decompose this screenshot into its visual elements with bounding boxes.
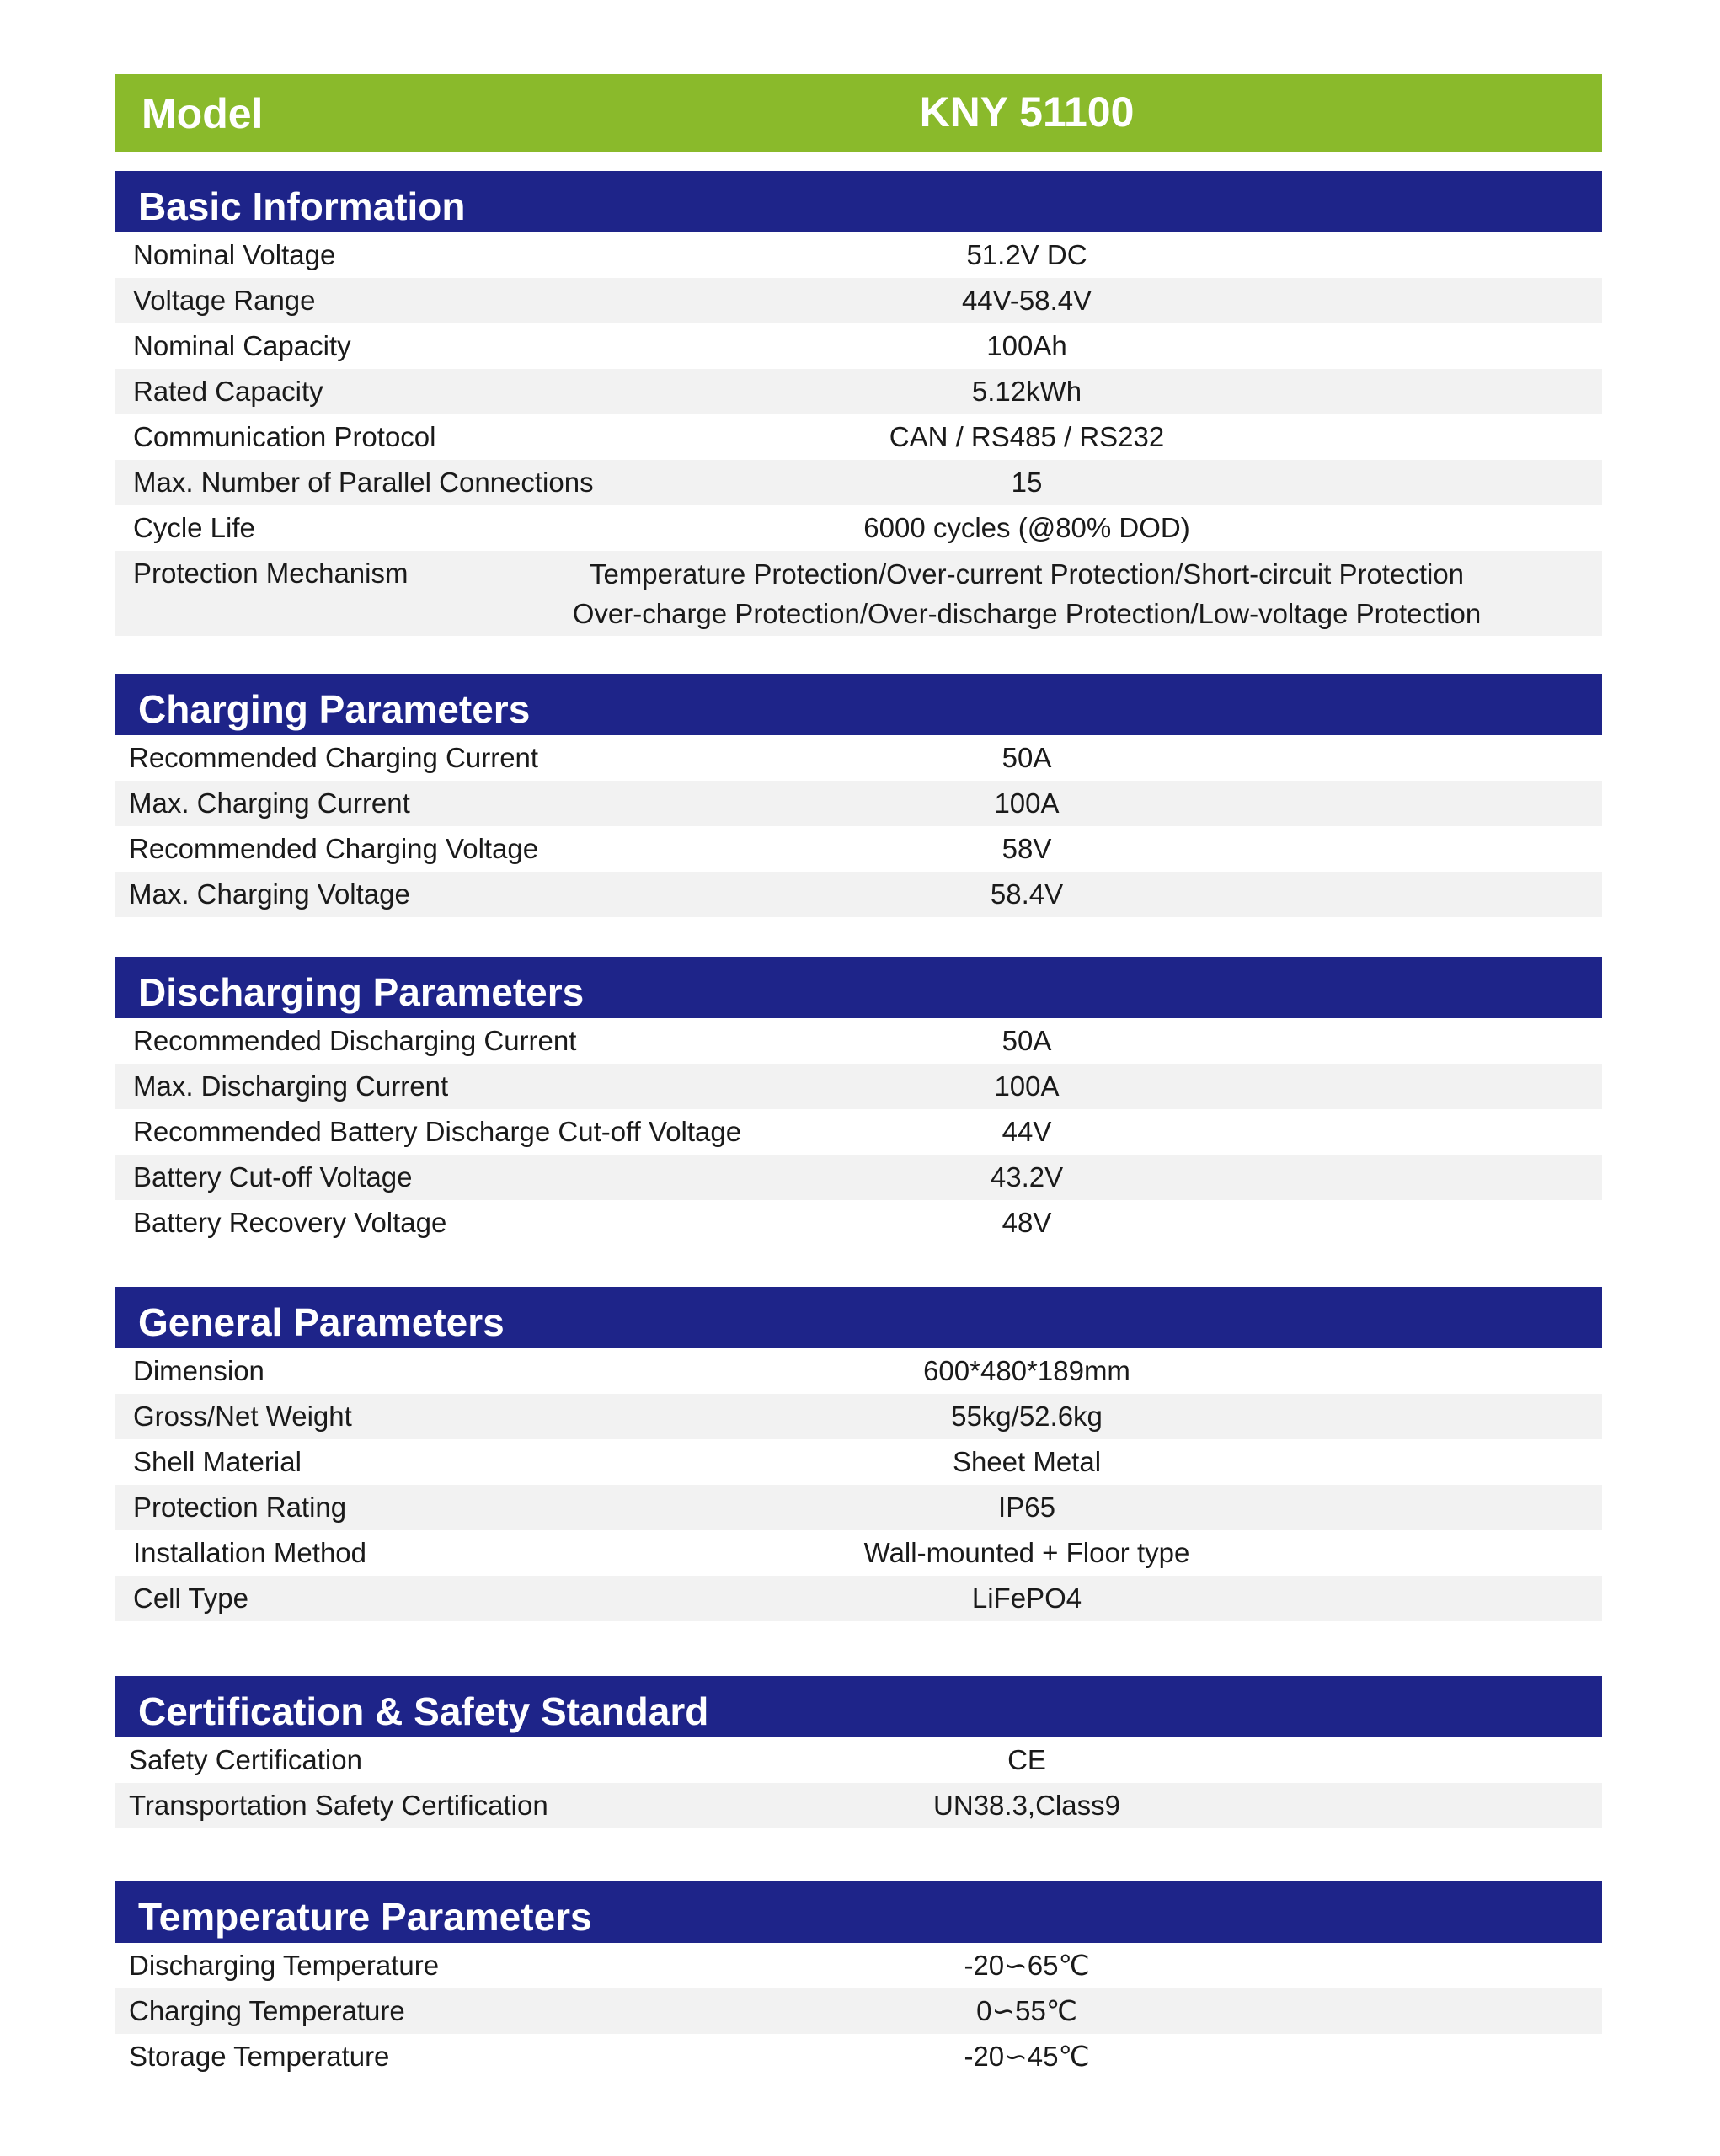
spec-value: 15	[1011, 467, 1043, 498]
spec-value	[521, 554, 1532, 633]
spec-key: Voltage Range	[133, 285, 316, 316]
spec-value: Sheet Metal	[952, 1446, 1102, 1477]
spec-row	[115, 323, 1602, 369]
spec-key: Cell Type	[133, 1582, 248, 1614]
spec-value: 100A	[994, 1070, 1060, 1102]
spec-key: Recommended Charging Voltage	[129, 833, 539, 864]
spec-key: Safety Certification	[129, 1744, 362, 1775]
model-label: Model	[142, 90, 264, 137]
spec-key: Gross/Net Weight	[133, 1401, 352, 1432]
spec-value: 55kg/52.6kg	[951, 1401, 1103, 1432]
spec-key: Dimension	[133, 1355, 264, 1386]
spec-key: Discharging Temperature	[129, 1950, 440, 1981]
spec-row	[115, 551, 1602, 636]
spec-key: Charging Temperature	[129, 1995, 405, 2026]
spec-row	[115, 278, 1602, 323]
spec-value-line-2: Over-charge Protection/Over-discharge Protection/Low-voltage Protection	[572, 598, 1482, 629]
basic-information-section	[115, 171, 1602, 636]
spec-value: 51.2V DC	[966, 239, 1087, 270]
spec-value: CE	[1007, 1744, 1046, 1775]
spec-value: 44V	[1002, 1116, 1052, 1147]
spec-row	[115, 872, 1602, 917]
spec-key: Installation Method	[133, 1537, 367, 1568]
spec-value: 5.12kWh	[971, 376, 1082, 407]
spec-key: Nominal Capacity	[133, 330, 351, 361]
spec-value: 100Ah	[986, 330, 1067, 361]
spec-row	[115, 826, 1602, 872]
spec-value: 6000 cycles (@80% DOD)	[863, 512, 1190, 543]
spec-value: 44V-58.4V	[961, 285, 1092, 316]
spec-row	[115, 505, 1602, 551]
spec-row	[115, 369, 1602, 414]
spec-row	[115, 1988, 1602, 2034]
section-title: Discharging Parameters	[115, 957, 1602, 1018]
spec-key: Max. Discharging Current	[133, 1070, 449, 1102]
spec-key: Cycle Life	[133, 512, 255, 543]
spec-row	[115, 1155, 1602, 1200]
discharging-parameters-section	[115, 957, 1602, 1246]
spec-value: 0∽55℃	[976, 1995, 1077, 2026]
certification-section	[115, 1676, 1602, 1828]
spec-row	[115, 1109, 1602, 1155]
spec-row	[115, 460, 1602, 505]
spec-value: 58.4V	[990, 878, 1064, 910]
spec-row	[115, 735, 1602, 781]
section-title: Certification & Safety Standard	[115, 1676, 1602, 1737]
spec-value: 600*480*189mm	[923, 1355, 1130, 1386]
spec-value: 50A	[1002, 1025, 1052, 1056]
spec-row	[115, 781, 1602, 826]
section-title: Basic Information	[115, 171, 1602, 232]
model-value: KNY 51100	[919, 88, 1135, 136]
model-header-bar	[115, 74, 1602, 152]
spec-row	[115, 1576, 1602, 1621]
spec-key: Max. Number of Parallel Connections	[133, 467, 594, 498]
spec-key: Recommended Charging Current	[129, 742, 539, 773]
spec-key: Recommended Discharging Current	[133, 1025, 577, 1056]
spec-row	[115, 1439, 1602, 1485]
spec-key: Transportation Safety Certification	[129, 1790, 548, 1821]
spec-value: LiFePO4	[971, 1582, 1082, 1614]
spec-row	[115, 2034, 1602, 2079]
spec-row	[115, 1394, 1602, 1439]
spec-key: Protection Rating	[133, 1492, 347, 1523]
spec-value: 100A	[994, 787, 1060, 819]
spec-row	[115, 232, 1602, 278]
general-parameters-section	[115, 1287, 1602, 1621]
spec-value: -20∽45℃	[964, 2041, 1090, 2072]
spec-row	[115, 1783, 1602, 1828]
spec-row	[115, 414, 1602, 460]
spec-key: Nominal Voltage	[133, 239, 336, 270]
spec-value: UN38.3,Class9	[933, 1790, 1120, 1821]
spec-value: 48V	[1002, 1207, 1052, 1238]
charging-parameters-section	[115, 674, 1602, 917]
spec-key: Communication Protocol	[133, 421, 436, 452]
spec-key: Recommended Battery Discharge Cut-off Voltage	[133, 1116, 742, 1147]
temperature-parameters-section	[115, 1881, 1602, 2079]
spec-key: Battery Recovery Voltage	[133, 1207, 447, 1238]
spec-key: Rated Capacity	[133, 376, 323, 407]
spec-row	[115, 1064, 1602, 1109]
spec-key: Max. Charging Current	[129, 787, 410, 819]
section-title: Temperature Parameters	[115, 1881, 1602, 1943]
spec-value: -20∽65℃	[964, 1950, 1090, 1981]
spec-row	[115, 1018, 1602, 1064]
spec-key: Battery Cut-off Voltage	[133, 1161, 413, 1193]
spec-row	[115, 1348, 1602, 1394]
spec-key: Storage Temperature	[129, 2041, 390, 2072]
spec-row	[115, 1943, 1602, 1988]
section-title: Charging Parameters	[115, 674, 1602, 735]
spec-value: 58V	[1002, 833, 1052, 864]
spec-row	[115, 1737, 1602, 1783]
spec-value: 43.2V	[990, 1161, 1064, 1193]
spec-value-line-1: Temperature Protection/Over-current Protection/Short-circuit Protection	[589, 558, 1465, 590]
spec-value: Wall-mounted + Floor type	[863, 1537, 1190, 1568]
spec-row	[115, 1200, 1602, 1246]
spec-key: Shell Material	[133, 1446, 302, 1477]
section-title: General Parameters	[115, 1287, 1602, 1348]
spec-value: 50A	[1002, 742, 1052, 773]
spec-key: Max. Charging Voltage	[129, 878, 410, 910]
spec-value: CAN / RS485 / RS232	[889, 421, 1165, 452]
spec-value: IP65	[998, 1492, 1055, 1523]
spec-key: Protection Mechanism	[133, 558, 409, 589]
spec-row	[115, 1530, 1602, 1576]
spec-row	[115, 1485, 1602, 1530]
